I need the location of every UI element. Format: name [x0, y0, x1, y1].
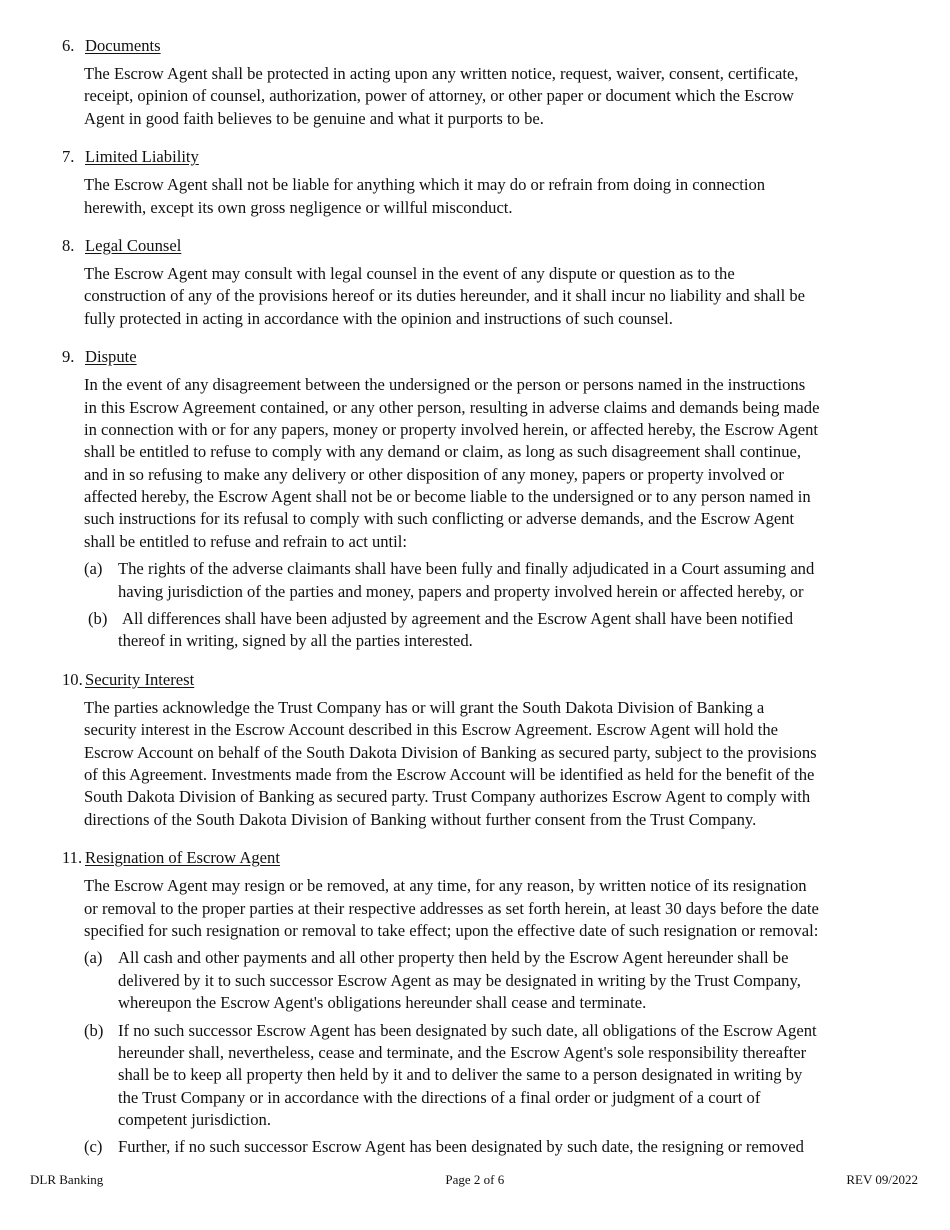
text-line: in this Escrow Agreement contained, or any other person, resulting in adverse claims and demands being made	[84, 397, 820, 417]
section-heading	[62, 669, 912, 691]
text-line: and in so refusing to make any delivery or other disposition of any money, papers or property involved or	[84, 464, 784, 484]
sub-item-text: All differences shall have been adjusted by agreement and the Escrow Agent shall have been notified	[122, 609, 794, 629]
text-line	[84, 1020, 912, 1042]
text-line: such instructions for its refusal to comply with such conflicting or adverse demands, and the Escrow Agent	[84, 509, 795, 529]
page-number: Page 2 of 6	[445, 1172, 505, 1187]
text-line: whereupon the Escrow Agent's obligations hereunder shall cease and terminate.	[118, 993, 647, 1013]
section-title: Security Interest	[85, 669, 195, 689]
section-title: Dispute	[85, 347, 137, 367]
text-line: fully protected in acting in accordance with the opinion and instructions of such counsel.	[84, 308, 673, 328]
text-line	[84, 558, 912, 580]
section	[62, 847, 912, 1159]
section-number: 8.	[62, 235, 75, 255]
section-heading	[62, 847, 912, 869]
sub-item-text: The rights of the adverse claimants shall have been fully and finally adjudicated in a Court assuming and	[118, 559, 815, 579]
text-line: shall be entitled to refuse to comply with any demand or claim, as long as such disagreement shall continue,	[84, 442, 802, 462]
section-paragraph	[84, 263, 912, 330]
sub-item	[84, 558, 912, 603]
section	[62, 146, 912, 219]
section-title: Documents	[85, 36, 161, 55]
document-body	[62, 35, 912, 1175]
text-line	[88, 608, 912, 630]
text-line: specified for such resignation or removal to take effect; upon the effective date of such resignation or removal:	[84, 920, 819, 940]
text-line: South Dakota Division of Banking as secured party. Trust Company authorizes Escrow Agent to comply with	[84, 787, 811, 807]
sub-item-text: If no such successor Escrow Agent has been designated by such date, all obligations of the Escrow Agent	[118, 1020, 817, 1040]
section-heading	[62, 235, 912, 257]
section-number: 9.	[62, 347, 75, 367]
text-line	[84, 1136, 912, 1158]
sub-item-text: All cash and other payments and all other property then held by the Escrow Agent hereunder shall be	[118, 948, 789, 968]
text-line: The Escrow Agent may consult with legal counsel in the event of any dispute or question as to the	[84, 263, 735, 283]
section	[62, 346, 912, 653]
text-line: directions of the South Dakota Division of Banking without further consent from the Trust Company.	[84, 809, 757, 829]
section-number: 10.	[62, 669, 83, 689]
section-paragraph	[84, 697, 912, 831]
text-line: herewith, except its own gross negligence or willful misconduct.	[84, 197, 513, 217]
text-line: having jurisdiction of the parties and money, papers and property involved herein or affected hereby, or	[118, 581, 804, 601]
text-line: hereunder shall, nevertheless, cease and terminate, and the Escrow Agent's sole responsibility thereafter	[118, 1042, 807, 1062]
page-footer	[30, 1172, 918, 1188]
text-line: shall be to keep all property then held by it and to deliver the same to a person designated in writing by	[118, 1065, 803, 1085]
text-line: The Escrow Agent shall be protected in acting upon any written notice, request, waiver, consent, certificate,	[84, 64, 799, 83]
text-line: thereof in writing, signed by all the parties interested.	[118, 631, 473, 651]
section	[62, 35, 912, 130]
section-title: Legal Counsel	[85, 235, 182, 255]
section-title: Resignation of Escrow Agent	[85, 848, 280, 868]
text-line: affected hereby, the Escrow Agent shall not be or become liable to the undersigned or to any person named in	[84, 487, 811, 507]
text-line: construction of any of the provisions hereof or its duties hereunder, and it shall incur no liability and shall be	[84, 286, 805, 306]
section	[62, 669, 912, 831]
sub-item-label: (b)	[88, 609, 108, 629]
text-line: The Escrow Agent shall not be liable for anything which it may do or refrain from doing in connection	[84, 175, 766, 195]
text-line	[84, 947, 912, 969]
sub-item-text: Further, if no such successor Escrow Agent has been designated by such date, the resigning or removed	[118, 1137, 804, 1157]
sub-item	[88, 608, 912, 653]
text-line: or removal to the proper parties at their respective addresses as set forth herein, at least 30 days before the date	[84, 898, 819, 918]
section-paragraph	[84, 63, 912, 130]
section-heading	[62, 35, 912, 57]
text-line: The Escrow Agent may resign or be removed, at any time, for any reason, by written notice of its resignation	[84, 876, 807, 896]
section-paragraph	[84, 174, 912, 219]
section-number: 6.	[62, 36, 75, 55]
section-number: 7.	[62, 147, 75, 167]
text-line: Agent in good faith believes to be genuine and what it purports to be.	[84, 108, 544, 128]
sub-item-label: (b)	[84, 1020, 104, 1040]
text-line: security interest in the Escrow Account described in this Escrow Agreement. Escrow Agent will hold the	[84, 720, 779, 740]
section-title: Limited Liability	[85, 147, 199, 167]
section-paragraph	[84, 374, 912, 553]
section-heading	[62, 146, 912, 168]
section	[62, 235, 912, 330]
text-line: In the event of any disagreement between the undersigned or the person or persons named in the instructions	[84, 375, 806, 395]
text-line: of this Agreement. Investments made from the Escrow Account will be identified as held for the benefit of the	[84, 764, 815, 784]
section-heading	[62, 346, 912, 368]
sub-item	[84, 947, 912, 1014]
footer-org: DLR Banking	[30, 1172, 104, 1187]
sub-item-label: (c)	[84, 1137, 103, 1157]
text-line: receipt, opinion of counsel, authorization, power of attorney, or other paper or document which the Escrow	[84, 86, 794, 106]
text-line: the Trust Company or in accordance with the directions of a final order or judgment of a court of	[118, 1087, 761, 1107]
text-line: competent jurisdiction.	[118, 1110, 271, 1130]
sub-item-label: (a)	[84, 559, 103, 579]
section-paragraph	[84, 875, 912, 942]
text-line: shall be entitled to refuse and refrain to act until:	[84, 531, 408, 551]
text-line: The parties acknowledge the Trust Company has or will grant the South Dakota Division of Banking a	[84, 697, 765, 717]
sub-item	[84, 1136, 912, 1158]
sub-item-label: (a)	[84, 948, 103, 968]
revision-date: REV 09/2022	[846, 1172, 918, 1187]
text-line: Escrow Account on behalf of the South Dakota Division of Banking as secured party, subject to the provisions	[84, 742, 817, 762]
sub-item	[84, 1020, 912, 1132]
text-line: in connection with or for any papers, money or property involved herein, or affected hereby, the Escrow Agent	[84, 419, 819, 439]
section-number: 11.	[62, 848, 83, 868]
text-line: delivered by it to such successor Escrow Agent as may be designated in writing by the Trust Company,	[118, 970, 801, 990]
